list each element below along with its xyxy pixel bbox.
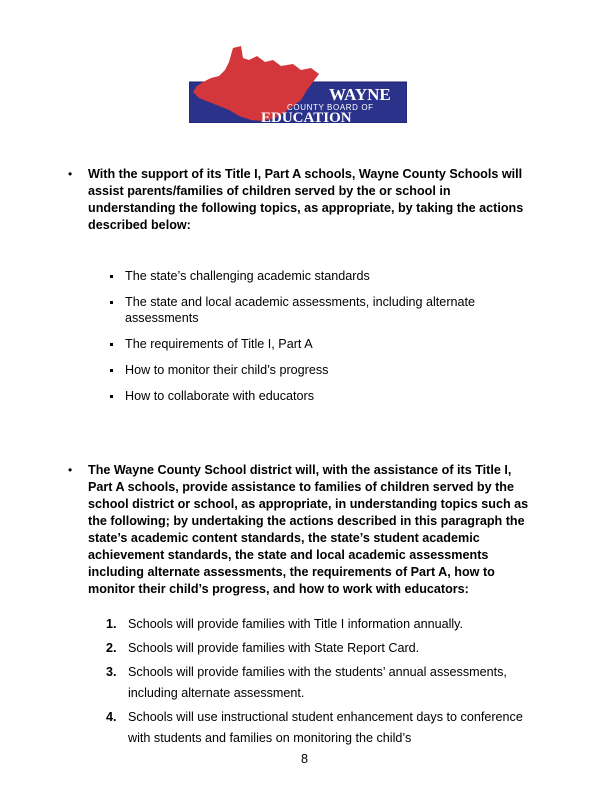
item-number: 4. [106,710,117,724]
section-1 [68,166,538,234]
actions-list [106,614,526,752]
list-item [106,614,526,635]
list-item-text: The requirements of Title I, Part A [125,337,313,351]
topics-list [110,268,530,414]
list-item [110,336,530,352]
logo-line-education: EDUCATION [261,110,352,123]
square-bullet-icon [110,369,113,372]
item-number: 1. [106,617,117,631]
list-item-text: The state and local academic assessments, including alternate assessments [125,295,476,325]
bullet: • [68,167,73,181]
list-item-text: How to monitor their child’s progress [125,363,329,377]
list-item-text: The state’s challenging academic standards [125,269,370,283]
list-item-text: Schools will use instructional student enhancement days to conference with students and families on monitoring the child’s [128,710,523,745]
list-item [106,638,526,659]
wayne-county-logo [189,46,407,123]
list-item-text: Schools will provide families with the students’ annual assessments, including alternate assessment. [128,665,507,700]
square-bullet-icon [110,343,113,346]
item-number: 2. [106,641,117,655]
square-bullet-icon [110,275,113,278]
list-item [106,707,526,749]
list-item [110,268,530,284]
logo-graphic [189,46,407,123]
list-item [106,662,526,704]
list-item-text: Schools will provide families with Title I information annually. [128,617,464,631]
square-bullet-icon [110,301,113,304]
page-number: 8 [300,752,308,766]
logo-line-county: COUNTY BOARD OF [287,103,374,112]
logo-line-wayne: WAYNE [329,85,391,104]
section-2-text: The Wayne County School district will, with the assistance of its Title I, Part A schools, provide assistance to families of children served by the school district or school, as appropriate, in understanding topics such as the following; by undertaking the actions described in this paragraph the state’s academic content standards, the state’s student academic achievement standards, the state and local academic assessments including alternate assessments, the requirements of Part A, how to monitor their child’s progress, and how to work with educators: [88,463,529,596]
section-2 [68,462,538,598]
list-item-text: How to collaborate with educators [125,389,315,403]
bullet: • [68,463,73,477]
list-item [110,388,530,404]
list-item-text: Schools will provide families with State Report Card. [128,641,420,655]
square-bullet-icon [110,395,113,398]
section-1-text: With the support of its Title I, Part A schools, Wayne County Schools will assist parents/families of children served by the or school in understanding the following topics, as appropriate, by taking the actions described below: [88,167,524,232]
item-number: 3. [106,665,117,679]
list-item [110,294,530,326]
list-item [110,362,530,378]
